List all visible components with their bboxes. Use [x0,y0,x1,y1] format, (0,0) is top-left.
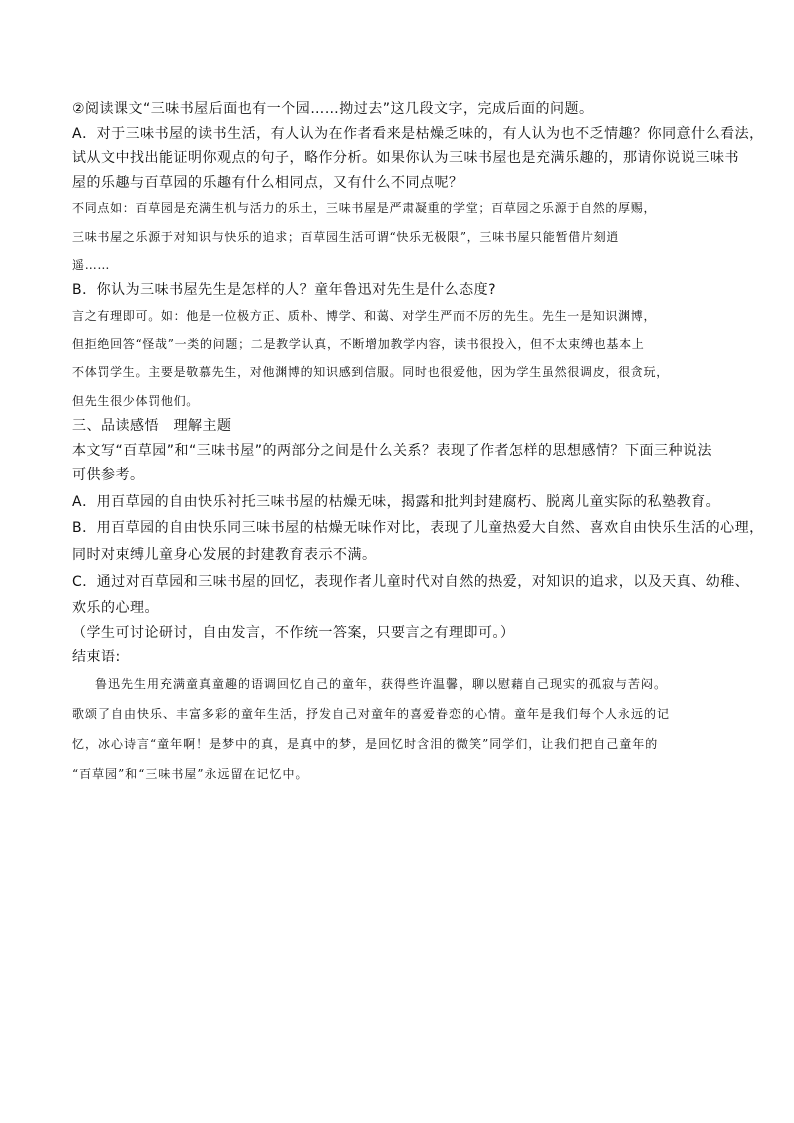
answer-b-line-3: 不体罚学生。主要是敬慕先生，对他渊博的知识感到信服。同时也很爱他，因为学生虽然很调皮，很贪玩， [72,365,669,380]
answer-a-line-3: 遥…… [72,257,111,272]
question-a-line-3: 屋的乐趣与百草园的乐趣有什么相同点，又有什么不同点呢？ [72,174,464,191]
option-c-line-2: 欢乐的心理。 [72,600,159,617]
answer-a [72,194,722,279]
document-page [72,98,764,789]
closing-paragraph [72,669,722,789]
theme-question-line-1: 本文写“百草园”和“三味书屋”的两部分之间是什么关系？表现了作者怎样的思想感情？下面三种说法 [72,442,713,459]
closing-line-2: 歌颂了自由快乐、丰富多彩的童年生活，抒发自己对童年的喜爱眷恋的心情。童年是我们每个人永远的记 [72,706,671,721]
theme-question-line-2: 可供参考。 [72,467,145,484]
answer-a-line-2: 三味书屋之乐源于对知识与快乐的追求；百草园生活可谓“快乐无极限”，三味书屋只能暂借片刻逍 [72,229,620,244]
section-heading: 三、品读感悟 理解主题 [72,418,232,435]
option-b-line-2: 同时对束缚儿童身心发展的封建教育表示不满。 [72,547,377,564]
answer-a-line-1: 不同点如：百草园是充满生机与活力的乐土，三味书屋是严肃凝重的学堂；百草园之乐源于自然的厚赐， [72,201,657,216]
answer-b [72,302,722,415]
option-a: A．用百草园的自由快乐衬托三味书屋的枯燥无味，揭露和批判封建腐朽、脱离儿童实际的私塾教育。 [72,493,721,510]
closing-line-4: “百草园”和“三味书屋”永远留在记忆中。 [72,766,309,781]
reading-prompt: ②阅读课文“三味书屋后面也有一个园……拗过去”这几段文字，完成后面的问题。 [72,101,594,117]
question-a-line-1: A．对于三味书屋的读书生活，有人认为在作者看来是枯燥乏味的，有人认为也不乏情趣？你同意什么看法， [72,125,764,142]
answer-b-line-1: 言之有理即可。如：他是一位极方正、质朴、博学、和蔼、对学生严而不厉的先生。先生一是知识渊博， [72,308,657,323]
question-b: B．你认为三味书屋先生是怎样的人？童年鲁迅对先生是什么态度? [72,282,497,299]
theme-question [72,440,722,487]
question-a [72,123,764,195]
option-c-line-1: C．通过对百草园和三味书屋的回忆，表现作者儿童时代对自然的热爱，对知识的追求，以及天真、幼稚、 [72,573,750,590]
option-c [72,571,750,620]
closing-line-1: 鲁迅先生用充满童真童趣的语调回忆自己的童年，获得些许温馨，聊以慰藉自己现实的孤寂与苦闷。 [95,676,668,691]
question-a-line-2: 试从文中找出能证明你观点的句子，略作分析。如果你认为三味书屋也是充满乐趣的，那请你说说三味书 [72,150,739,167]
answer-b-line-2: 但拒绝回答“怪哉”一类的问题；二是教学认真，不断增加教学内容，读书很投入，但不太束缚也基本上 [72,337,645,352]
answer-b-line-4: 但先生很少体罚他们。 [72,393,200,408]
closing-label: 结束语: [72,649,121,666]
option-b [72,517,764,566]
discussion-note: （学生可讨论研讨，自由发言，不作统一答案，只要言之有理即可。） [72,624,515,641]
closing-line-3: 忆，冰心诗言“童年啊！是梦中的真，是真中的梦，是回忆时含泪的微笑”同学们，让我们把自己童年的 [72,736,659,751]
option-b-line-1: B．用百草园的自由快乐同三味书屋的枯燥无味作对比，表现了儿童热爱大自然、喜欢自由快乐生活的心理， [72,520,764,537]
